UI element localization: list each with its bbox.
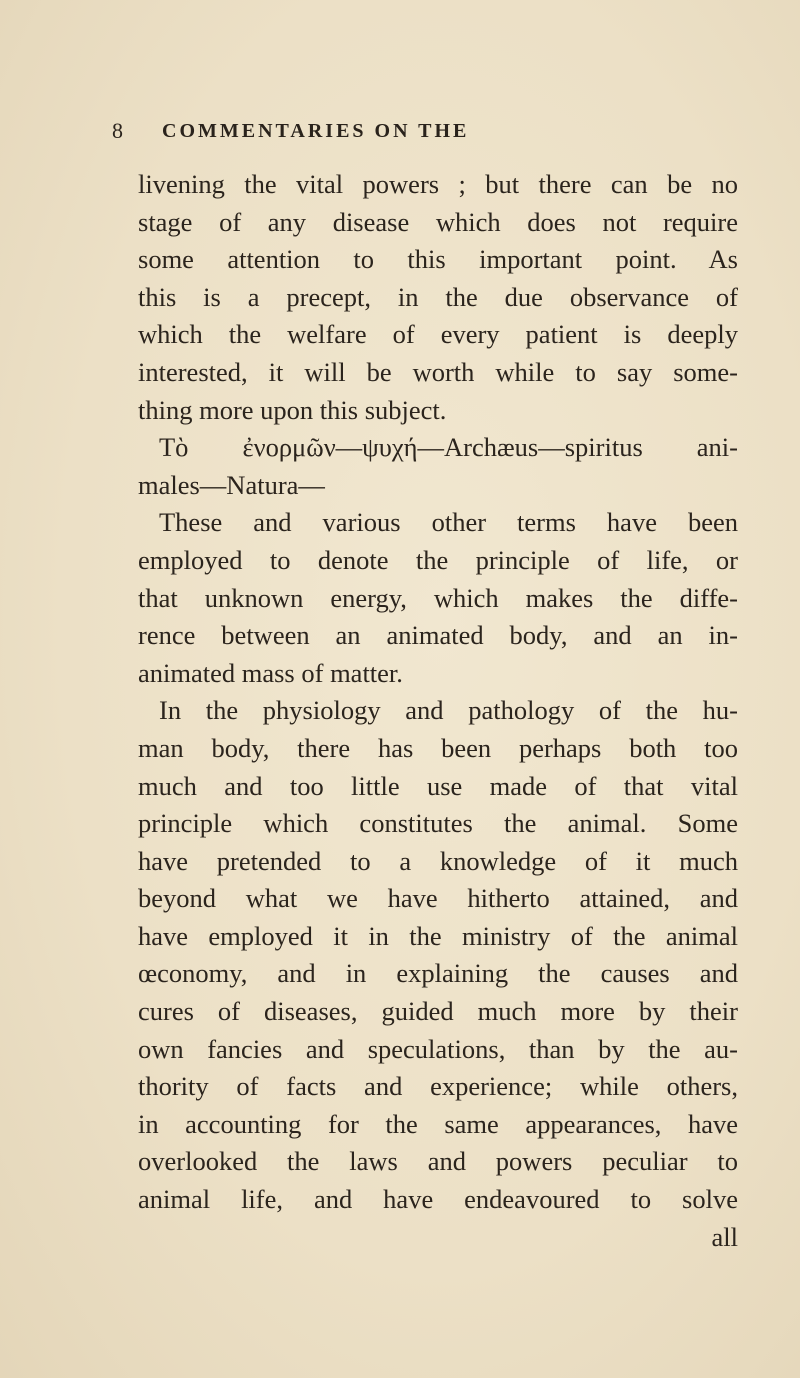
text-line: males—Natura— (138, 469, 325, 500)
text-line: principle which constitutes the animal. Some (138, 808, 738, 839)
text-line: have pretended to a knowledge of it much (138, 845, 738, 876)
text-line: cures of diseases, guided much more by their (138, 996, 738, 1027)
paragraph-start-line: These and various other terms have been (159, 507, 738, 538)
text-line: that unknown energy, which makes the diffe- (138, 582, 738, 613)
text-line: œconomy, and in explaining the causes and (138, 958, 738, 989)
text-line: man body, there has been perhaps both too (138, 732, 738, 763)
body-text (138, 166, 738, 1256)
text-line: livening the vital powers ; but there can be no (138, 169, 738, 199)
text-line: animated mass of matter. (138, 657, 403, 688)
text-line: this is a precept, in the due observance of (138, 281, 738, 312)
text-line: stage of any disease which does not require (138, 206, 738, 237)
text-line: own fancies and speculations, than by the au- (138, 1033, 738, 1064)
paragraph-start-line: In the physiology and pathology of the hu- (159, 695, 738, 726)
text-line: much and too little use made of that vital (138, 770, 738, 801)
text-line: thority of facts and experience; while others, (138, 1071, 738, 1102)
text-line: overlooked the laws and powers peculiar to (138, 1146, 738, 1177)
text-line: interested, it will be worth while to say some- (138, 356, 738, 387)
text-line: some attention to this important point. As (138, 244, 738, 275)
text-line: employed to denote the principle of life, or (138, 544, 738, 575)
text-line-greek: Τὸ ἐνορμῶν—ψυχή—Archæus—spiritus ani- (159, 432, 738, 463)
page-number: 8 (112, 118, 123, 143)
running-head: COMMENTARIES ON THE (162, 120, 470, 142)
text-line: thing more upon this subject. (138, 394, 447, 425)
text-line: rence between an animated body, and an in- (138, 620, 738, 651)
catchword: all (711, 1221, 738, 1252)
text-line: have employed it in the ministry of the animal (138, 920, 738, 951)
text-line: beyond what we have hitherto attained, and (138, 883, 738, 914)
text-line: in accounting for the same appearances, have (138, 1108, 738, 1139)
text-line: animal life, and have endeavoured to solve (138, 1184, 738, 1215)
text-line: which the welfare of every patient is deeply (138, 319, 738, 350)
page-header (112, 118, 712, 152)
